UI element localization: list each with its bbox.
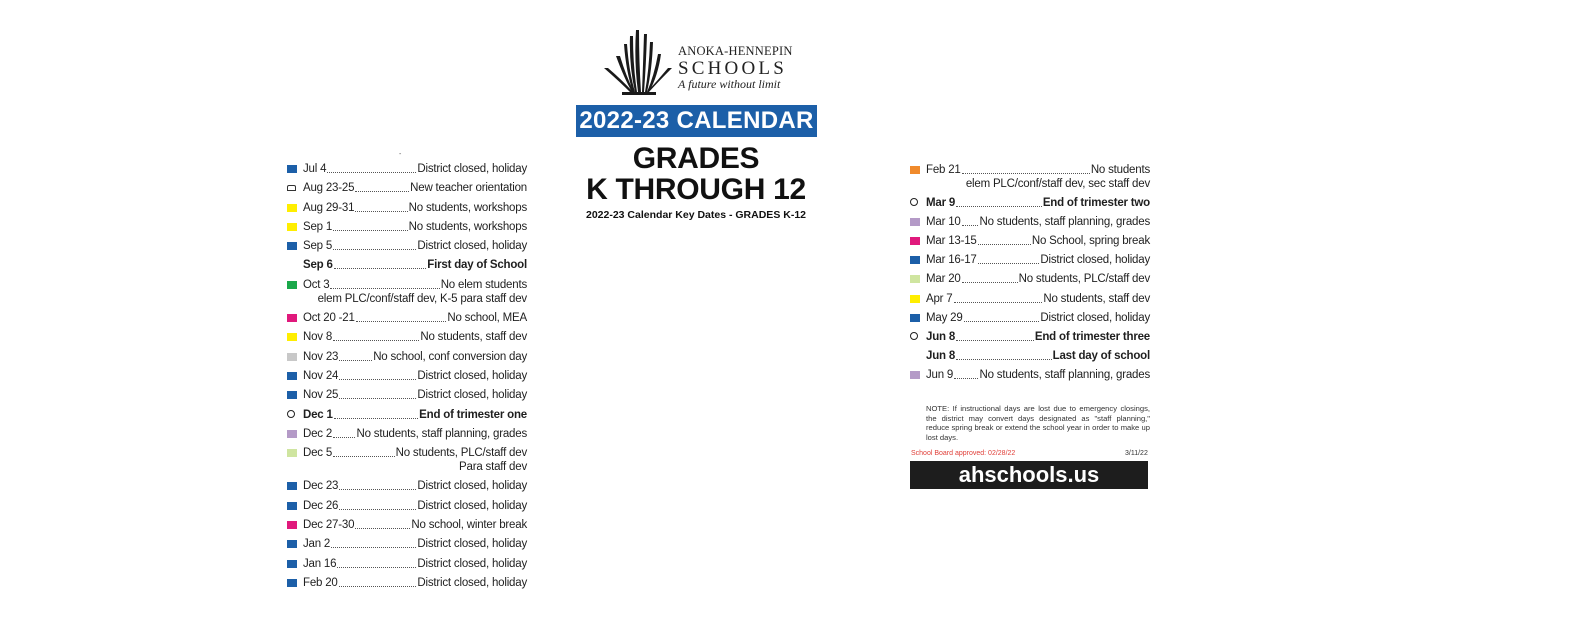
- date-entry: [287, 427, 527, 441]
- entry-subtext: Para staff dev: [459, 461, 527, 474]
- right-key-dates-list: [910, 163, 1150, 387]
- entry-description: No students, PLC/staff dev: [395, 447, 527, 460]
- date-entry: [287, 408, 527, 422]
- leader-dots: [339, 379, 416, 380]
- trimester-circle-icon: [287, 410, 295, 418]
- left-key-dates-list: [287, 162, 527, 595]
- leader-dots: [956, 206, 1042, 207]
- entry-date: Feb 21: [926, 164, 961, 176]
- entry-date: Nov 24: [303, 369, 339, 382]
- leader-dots: [954, 302, 1043, 303]
- entry-description: No students, staff planning, grades: [356, 427, 527, 440]
- date-entry: [910, 368, 1150, 382]
- entry-description: District closed, holiday: [1040, 254, 1150, 267]
- legend-swatch-icon: [287, 502, 297, 510]
- date-entry: [287, 162, 527, 176]
- stray-mark: -: [399, 151, 402, 158]
- date-entry: [910, 272, 1150, 286]
- date-entry: [287, 220, 527, 234]
- leader-dots: [954, 378, 978, 379]
- entry-date: Aug 23-25: [303, 182, 355, 195]
- legend-swatch-icon: [287, 430, 297, 438]
- entry-date: Jan 16: [303, 557, 337, 570]
- entry-description: District closed, holiday: [417, 480, 527, 493]
- date-entry: [287, 499, 527, 513]
- entry-date: Mar 13-15: [926, 235, 977, 248]
- entry-description: No students, staff dev: [1043, 292, 1150, 305]
- entry-description: District closed, holiday: [417, 538, 527, 551]
- entry-description: No students, workshops: [408, 220, 527, 233]
- leader-dots: [978, 244, 1031, 245]
- date-entry: [287, 181, 527, 195]
- leader-dots: [334, 268, 427, 269]
- legend-swatch-icon: [287, 482, 297, 490]
- entry-description: No school, MEA: [447, 312, 527, 325]
- entry-date: Jan 2: [303, 538, 331, 551]
- wheat-logo-icon: [600, 22, 678, 100]
- legend-swatch-icon: [287, 314, 297, 322]
- leader-dots: [962, 173, 1090, 174]
- legend-swatch-icon: [287, 540, 297, 548]
- entry-date: Dec 23: [303, 480, 339, 493]
- leader-dots: [978, 263, 1040, 264]
- entry-description: District closed, holiday: [417, 499, 527, 512]
- date-entry: [287, 330, 527, 344]
- date-entry: [287, 258, 527, 272]
- date-entry: [287, 446, 527, 474]
- entry-subtext: elem PLC/conf/staff dev, sec staff dev: [965, 178, 1150, 190]
- entry-date: Dec 5: [303, 447, 333, 460]
- entry-description: End of trimester two: [1042, 197, 1150, 210]
- leader-dots: [956, 359, 1052, 360]
- logo-tagline: A future without limit: [678, 77, 781, 91]
- leader-dots: [337, 567, 416, 568]
- orientation-icon: [287, 185, 296, 191]
- legend-swatch-icon: [287, 333, 297, 341]
- entry-description: No School, spring break: [1031, 235, 1150, 248]
- date-entry: [910, 196, 1150, 210]
- leader-dots: [333, 230, 408, 231]
- entry-date: Nov 25: [303, 389, 339, 402]
- legend-swatch-icon: [287, 372, 297, 380]
- leader-dots: [339, 509, 416, 510]
- date-entry: [287, 201, 527, 215]
- calendar-title-band: 2022-23 CALENDAR: [576, 105, 817, 137]
- entry-date: Nov 23: [303, 350, 339, 363]
- date-entry: [287, 518, 527, 532]
- legend-swatch-icon: [287, 223, 297, 231]
- date-entry: [910, 311, 1150, 325]
- date-entry: [287, 239, 527, 253]
- entry-date: Jun 9: [926, 368, 954, 381]
- legend-swatch-icon: [287, 353, 297, 361]
- legend-swatch-icon: [287, 391, 297, 399]
- revised-date: 3/11/22: [1125, 450, 1148, 457]
- date-entry: [287, 576, 527, 590]
- board-approved-text: School Board approved: 02/28/22: [911, 450, 1016, 457]
- legend-swatch-icon: [910, 237, 920, 245]
- entry-date: Mar 10: [926, 216, 961, 229]
- leader-dots: [355, 211, 407, 212]
- entry-description: No students: [1090, 164, 1150, 176]
- legend-swatch-icon: [910, 166, 920, 174]
- logo-line-2: SCHOOLS: [678, 58, 787, 79]
- grades-line-1: GRADES: [632, 142, 760, 175]
- legend-swatch-icon: [287, 204, 297, 212]
- date-entry: [910, 234, 1150, 248]
- entry-description: District closed, holiday: [417, 557, 527, 570]
- date-entry: [287, 557, 527, 571]
- entry-description: District closed, holiday: [417, 163, 527, 175]
- date-entry: [287, 311, 527, 325]
- date-entry: [287, 388, 527, 402]
- date-entry: [910, 253, 1150, 267]
- date-entry: [910, 330, 1150, 344]
- grades-heading: [560, 143, 832, 205]
- leader-dots: [962, 225, 979, 226]
- entry-date: Aug 29-31: [303, 201, 355, 214]
- leader-dots: [339, 360, 372, 361]
- note-text: NOTE: If instructional days are lost due to emergency closings, the district may convert days designated as "staff planning," reduce spring break or extend the school year in order to make up lost days.: [926, 404, 1150, 442]
- leader-dots: [339, 398, 416, 399]
- entry-description: District closed, holiday: [417, 369, 527, 382]
- legend-swatch-icon: [287, 521, 297, 529]
- entry-date: Mar 20: [926, 273, 961, 286]
- leader-dots: [334, 418, 418, 419]
- entry-date: Sep 5: [303, 240, 333, 253]
- legend-swatch-icon: [287, 449, 297, 457]
- entry-description: New teacher orientation: [410, 182, 527, 195]
- legend-swatch-icon: [910, 314, 920, 322]
- entry-description: End of trimester three: [1034, 330, 1150, 343]
- entry-description: District closed, holiday: [1040, 311, 1150, 324]
- entry-description: No school, winter break: [411, 519, 527, 532]
- entry-description: No students, PLC/staff dev: [1018, 273, 1150, 286]
- entry-description: Last day of school: [1052, 349, 1150, 362]
- entry-date: Jun 8: [926, 330, 956, 343]
- entry-description: End of trimester one: [419, 408, 527, 421]
- entry-date: Sep 1: [303, 220, 333, 233]
- leader-dots: [956, 340, 1034, 341]
- date-entry: [287, 278, 527, 306]
- entry-description: District closed, holiday: [417, 576, 527, 589]
- entry-description: District closed, holiday: [417, 240, 527, 253]
- trimester-circle-icon: [910, 198, 918, 206]
- trimester-circle-icon: [910, 332, 918, 340]
- entry-date: Jul 4: [303, 163, 327, 175]
- legend-swatch-icon: [287, 560, 297, 568]
- legend-swatch-icon: [910, 371, 920, 379]
- leader-dots: [964, 321, 1040, 322]
- key-dates-subtitle: 2022-23 Calendar Key Dates - GRADES K-12: [585, 209, 806, 221]
- entry-date: Nov 8: [303, 331, 333, 344]
- entry-description: No students, workshops: [408, 201, 527, 214]
- leader-dots: [962, 282, 1018, 283]
- leader-dots: [333, 340, 419, 341]
- entry-subtext: elem PLC/conf/staff dev, K-5 para staff dev: [317, 292, 527, 305]
- entry-date: May 29: [926, 311, 963, 324]
- leader-dots: [355, 191, 409, 192]
- legend-swatch-icon: [910, 295, 920, 303]
- legend-swatch-icon: [910, 275, 920, 283]
- legend-swatch-icon: [287, 281, 297, 289]
- entry-date: Dec 26: [303, 499, 339, 512]
- date-entry: [287, 350, 527, 364]
- legend-swatch-icon: [910, 218, 920, 226]
- entry-description: No elem students: [440, 278, 527, 291]
- grades-line-2: K THROUGH 12: [586, 173, 806, 206]
- entry-date: Dec 2: [303, 427, 333, 440]
- entry-description: No students, staff dev: [420, 331, 527, 344]
- date-entry: [910, 292, 1150, 306]
- legend-swatch-icon: [287, 242, 297, 250]
- district-logo: [600, 22, 800, 100]
- entry-date: Mar 16-17: [926, 254, 977, 267]
- entry-date: Feb 20: [303, 576, 338, 589]
- leader-dots: [333, 437, 355, 438]
- legend-swatch-icon: [287, 579, 297, 587]
- legend-swatch-icon: [287, 165, 297, 173]
- entry-description: No students, staff planning, grades: [979, 216, 1150, 229]
- date-entry: [910, 215, 1150, 229]
- leader-dots: [331, 547, 416, 548]
- entry-date: Dec 27-30: [303, 519, 355, 532]
- entry-date: Oct 20 -21: [303, 312, 355, 325]
- entry-date: Oct 3: [303, 278, 330, 291]
- entry-description: No students, staff planning, grades: [979, 368, 1150, 381]
- leader-dots: [327, 172, 416, 173]
- entry-description: First day of School: [427, 259, 527, 272]
- leader-dots: [356, 321, 447, 322]
- date-entry: [287, 369, 527, 383]
- entry-date: Dec 1: [303, 408, 333, 421]
- date-entry: [287, 479, 527, 493]
- leader-dots: [333, 456, 395, 457]
- entry-date: Sep 6: [303, 259, 333, 272]
- leader-dots: [330, 288, 439, 289]
- date-entry: [910, 349, 1150, 363]
- leader-dots: [355, 528, 410, 529]
- leader-dots: [333, 249, 416, 250]
- date-entry: [287, 537, 527, 551]
- entry-description: District closed, holiday: [417, 389, 527, 402]
- leader-dots: [339, 489, 416, 490]
- entry-date: Apr 7: [926, 292, 953, 305]
- leader-dots: [339, 586, 417, 587]
- legend-swatch-icon: [910, 256, 920, 264]
- entry-description: No school, conf conversion day: [373, 350, 527, 363]
- entry-date: Mar 9: [926, 197, 956, 210]
- logo-line-1: ANOKA-HENNEPIN: [678, 44, 793, 58]
- website-link[interactable]: ahschools.us: [910, 461, 1148, 489]
- date-entry: [910, 163, 1150, 191]
- entry-date: Jun 8: [926, 349, 956, 362]
